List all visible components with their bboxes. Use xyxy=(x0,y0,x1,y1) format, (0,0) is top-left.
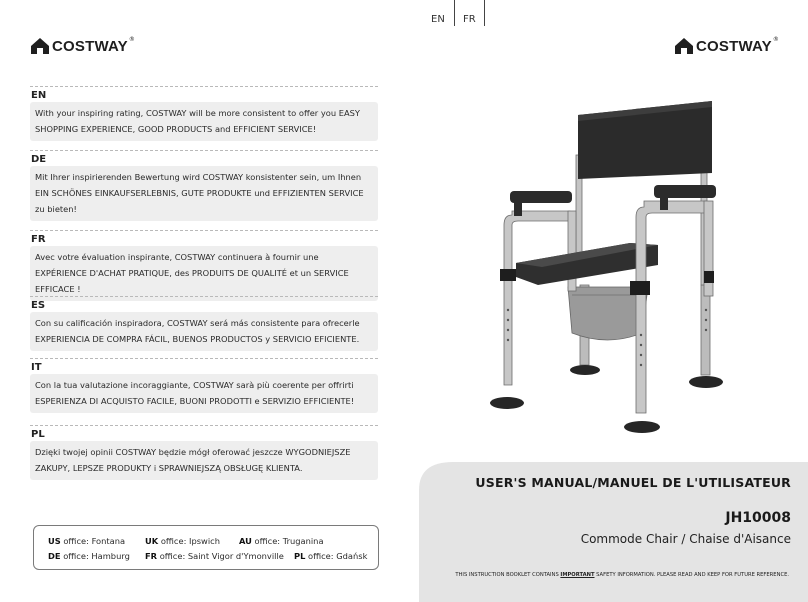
house-logo-icon xyxy=(30,37,50,55)
office-au: AU office: Truganina xyxy=(239,536,324,546)
office-locations xyxy=(33,525,379,570)
front-right-foot xyxy=(624,421,660,433)
lang-code: DE xyxy=(31,154,47,165)
dashed-divider xyxy=(30,230,378,231)
office-de: DE office: Hamburg xyxy=(48,551,130,561)
brand-name: COSTWAY xyxy=(696,37,772,55)
registered-mark: ® xyxy=(772,36,779,43)
dashed-divider xyxy=(30,150,378,151)
registered-mark: ® xyxy=(128,36,135,43)
lang-block-es xyxy=(30,296,378,351)
office-pl: PL office: Gdańsk xyxy=(294,551,368,561)
armrest-bracket xyxy=(514,200,522,216)
house-logo-icon xyxy=(674,37,694,55)
dashed-divider xyxy=(30,358,378,359)
language-tabs xyxy=(421,0,491,26)
lang-code: EN xyxy=(31,90,47,101)
manual-title: USER'S MANUAL/MANUEL DE L'UTILISATEUR xyxy=(475,475,791,490)
front-left-foot xyxy=(490,397,524,409)
dashed-divider xyxy=(30,296,378,297)
armrest-bracket xyxy=(660,194,668,210)
seat-clamp-right xyxy=(630,281,650,295)
left-frame xyxy=(504,211,570,385)
manual-title-panel xyxy=(419,462,808,602)
lang-block-de xyxy=(30,150,378,221)
office-fr: FR office: Saint Vigor d'Ymonville xyxy=(145,551,284,561)
brand-logo xyxy=(30,37,135,55)
back-left-foot xyxy=(570,365,600,375)
lang-text: Dzięki twojej opinii COSTWAY będzie mógł oferować jeszcze WYGODNIEJSZE ZAKUPY, LEPSZE PRODUKTY i SPRAWNIEJSZĄ OBSŁUGĘ KLIENTA. xyxy=(30,441,378,480)
lang-text: Avec votre évaluation inspirante, COSTWAY continuera à fournir une EXPÉRIENCE D'ACHAT PRATIQUE, des PRODUITS DE QUALITÉ et un SERVICE EFFICACE ! xyxy=(30,246,378,301)
lang-block-en xyxy=(30,86,378,141)
seat-clamp-left xyxy=(500,269,516,281)
lang-code: PL xyxy=(31,429,45,440)
lang-text: Mit Ihrer inspirierenden Bewertung wird COSTWAY konsistenter sein, um Ihnen EIN SCHÖNES EINKAUFSERLEBNIS, GUTE PRODUKTE und EFFIZIENTEN SERVICE zu bieten! xyxy=(30,166,378,221)
lang-text: Con su calificación inspiradora, COSTWAY será más consistente para ofrecerle EXPERIENCIA DE COMPRA FÁCIL, BUENOS PRODUCTOS y SERVICIO EFICIENTE. xyxy=(30,312,378,351)
safety-notice: THIS INSTRUCTION BOOKLET CONTAINS IMPORTANT SAFETY INFORMATION. PLEASE READ AND KEEP FOR FUTURE REFERENCE. xyxy=(455,572,789,578)
brand-name: COSTWAY xyxy=(52,37,128,55)
lang-block-it xyxy=(30,358,378,413)
commode-chair-illustration xyxy=(480,95,740,440)
model-number: JH10008 xyxy=(725,510,791,526)
lang-code: FR xyxy=(31,234,46,245)
lang-code: IT xyxy=(31,362,42,373)
brand-logo-right xyxy=(674,37,779,55)
lang-text: With your inspiring rating, COSTWAY will be more consistent to offer you EASY SHOPPING EXPERIENCE, GOOD PRODUCTS and EFFICIENT SERVICE! xyxy=(30,102,378,141)
dashed-divider xyxy=(30,86,378,87)
tab-divider xyxy=(484,0,485,26)
lang-code: ES xyxy=(31,300,46,311)
lang-block-pl xyxy=(30,425,378,480)
tab-en[interactable]: EN xyxy=(431,14,445,25)
tab-fr[interactable]: FR xyxy=(463,14,476,25)
rear-clamp xyxy=(704,271,714,283)
lang-text: Con la tua valutazione incoraggiante, COSTWAY sarà più coerente per offrirti ESPERIENZA DI ACQUISTO FACILE, BUONI PRODOTTI e SERVIZIO EFFICIENTE! xyxy=(30,374,378,413)
dashed-divider xyxy=(30,425,378,426)
office-uk: UK office: Ipswich xyxy=(145,536,220,546)
office-us: US office: Fontana xyxy=(48,536,126,546)
back-right-foot xyxy=(689,376,723,388)
tab-divider xyxy=(454,0,455,26)
product-name: Commode Chair / Chaise d'Aisance xyxy=(580,532,791,546)
lang-block-fr xyxy=(30,230,378,301)
